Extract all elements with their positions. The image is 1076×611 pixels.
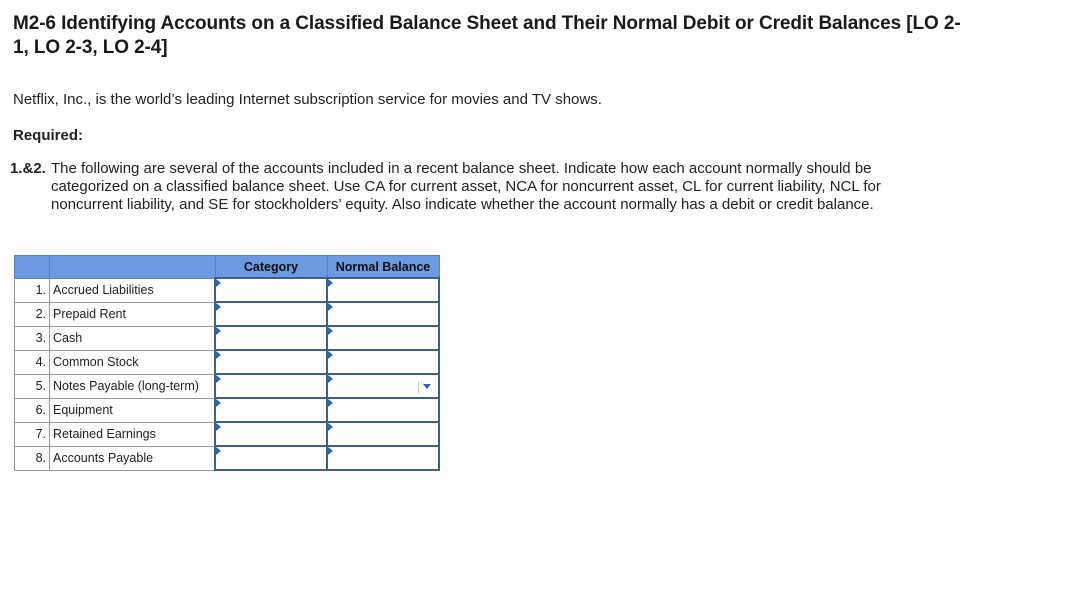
row-number: 8. xyxy=(15,446,50,470)
cell-marker-icon xyxy=(216,327,221,335)
cell-marker-icon xyxy=(328,303,333,311)
header-normal-balance: Normal Balance xyxy=(327,256,439,279)
account-name: Retained Earnings xyxy=(50,422,216,446)
balance-select[interactable] xyxy=(327,398,439,422)
category-select[interactable] xyxy=(215,350,327,374)
cell-marker-icon xyxy=(328,375,333,383)
category-select[interactable] xyxy=(215,422,327,446)
instruction-number: 1.&2. xyxy=(10,160,46,177)
row-number: 1. xyxy=(15,278,50,302)
cell-marker-icon xyxy=(328,351,333,359)
instruction-line-2: categorized on a classified balance sheet. Use CA for current asset, NCA for noncurrent asset, CL for current liability, NCL for xyxy=(51,178,881,195)
category-select[interactable] xyxy=(215,278,327,302)
category-select[interactable] xyxy=(215,398,327,422)
balance-select[interactable] xyxy=(327,422,439,446)
cell-marker-icon xyxy=(216,279,221,287)
cell-marker-icon xyxy=(216,375,221,383)
row-number: 3. xyxy=(15,326,50,350)
dropdown-arrow-icon[interactable] xyxy=(418,381,435,393)
table-row xyxy=(15,446,440,470)
header-category: Category xyxy=(215,256,327,279)
instruction-line-3: noncurrent liability, and SE for stockholders’ equity. Also indicate whether the account normally has a debit or credit balance. xyxy=(51,196,874,213)
account-name: Prepaid Rent xyxy=(50,302,216,326)
row-number: 2. xyxy=(15,302,50,326)
cell-marker-icon xyxy=(328,399,333,407)
cell-marker-icon xyxy=(328,423,333,431)
category-select[interactable] xyxy=(215,326,327,350)
cell-marker-icon xyxy=(216,303,221,311)
account-name: Common Stock xyxy=(50,350,216,374)
header-blank-name xyxy=(50,256,216,279)
cell-marker-icon xyxy=(328,447,333,455)
cell-marker-icon xyxy=(328,327,333,335)
instruction-block xyxy=(10,160,940,214)
table-row xyxy=(15,374,440,398)
row-number: 4. xyxy=(15,350,50,374)
account-name: Equipment xyxy=(50,398,216,422)
required-heading: Required: xyxy=(13,127,84,144)
cell-marker-icon xyxy=(328,279,333,287)
table-row xyxy=(15,278,440,302)
account-name: Notes Payable (long-term) xyxy=(50,374,216,398)
account-name: Cash xyxy=(50,326,216,350)
account-name: Accrued Liabilities xyxy=(50,278,216,302)
row-number: 7. xyxy=(15,422,50,446)
cell-marker-icon xyxy=(216,447,221,455)
table-row xyxy=(15,326,440,350)
balance-select[interactable] xyxy=(327,278,439,302)
table-header-row xyxy=(15,256,440,279)
balance-select[interactable] xyxy=(327,326,439,350)
balance-select[interactable] xyxy=(327,446,439,470)
balance-select[interactable] xyxy=(327,374,439,398)
accounts-table xyxy=(14,255,440,471)
header-blank-num xyxy=(15,256,50,279)
intro-text: Netflix, Inc., is the world’s leading Internet subscription service for movies and TV shows. xyxy=(13,91,602,108)
row-number: 5. xyxy=(15,374,50,398)
category-select[interactable] xyxy=(215,302,327,326)
row-number: 6. xyxy=(15,398,50,422)
instruction-line-1: The following are several of the accounts included in a recent balance sheet. Indicate how each account normally should be xyxy=(51,160,872,177)
page-title: M2-6 Identifying Accounts on a Classified Balance Sheet and Their Normal Debit or Credit Balances [LO 2-1, LO 2-3, LO 2-4] xyxy=(13,13,961,58)
category-select[interactable] xyxy=(215,374,327,398)
account-name: Accounts Payable xyxy=(50,446,216,470)
category-select[interactable] xyxy=(215,446,327,470)
cell-marker-icon xyxy=(216,351,221,359)
table-row xyxy=(15,422,440,446)
cell-marker-icon xyxy=(216,423,221,431)
balance-select[interactable] xyxy=(327,350,439,374)
table-row xyxy=(15,302,440,326)
cell-marker-icon xyxy=(216,399,221,407)
table-row xyxy=(15,350,440,374)
table-row xyxy=(15,398,440,422)
balance-select[interactable] xyxy=(327,302,439,326)
